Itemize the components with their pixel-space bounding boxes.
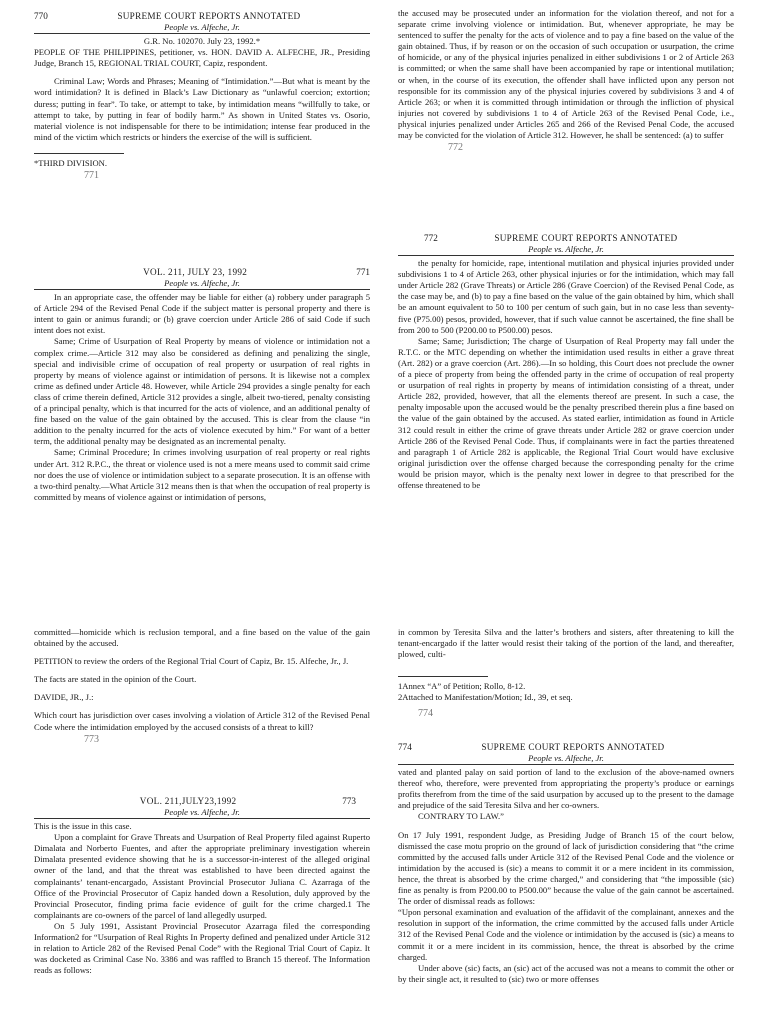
body-paragraph: committed—homicide which is reclusion temporal, and a fine based on the value of the gain obtained by the accused. — [34, 627, 370, 649]
page-772-block — [398, 232, 734, 558]
ponente: DAVIDE, JR., J.: — [34, 692, 94, 703]
body-paragraph: CONTRARY TO LAW.” — [418, 811, 504, 822]
running-parties: People vs. Alfeche, Jr. — [34, 22, 370, 34]
volume-date: VOL. 211, JULY 23, 1992 — [143, 267, 248, 277]
footnote-divider — [34, 153, 124, 154]
page-number: 773 — [342, 796, 356, 806]
footnote: 2Attached to Manifestation/Motion; Id., 39, et seq. — [398, 692, 573, 703]
syllabus-paragraph: Criminal Law; Words and Phrases; Meaning of “Intimidation.”—But what is meant by the word intimidation? It is defined in Black’s Law Dictionary as “unlawful coercion; extortion; duress; putting in fear”. To take, or attempt to take, by intimidation means “willfully to take, or attempt to take, by putting in fear of bodily harm.” As shown in United States vs. Osorio, material violence is not indispensable for there to be intimidation; intense fear produced in the mind of the victim which restricts or hinders the exercise of the will is sufficient. — [34, 76, 370, 142]
body-paragraph: On 5 July 1991, Assistant Provincial Prosecutor Azarraga filed the corresponding Information2 for “Usurpation of Real Rights In Property defined and penalized under Article 312 in relation to Article 282 of the Revised Penal Code” with the Regional Trial Court of Capiz. It was docketed as Criminal Case No. 3386 and was raffled to Branch 15 thereof. The Information reads as follows: — [34, 920, 370, 976]
reporter-title: SUPREME COURT REPORTS ANNOTATED — [481, 742, 665, 752]
footnote: *THIRD DIVISION. — [34, 157, 108, 168]
body-paragraph: Upon a complaint for Grave Threats and Usurpation of Real Property filed against Ruperto Dimalata and Norberto Fuentes, and after the appropriate preliminary investigation wherein Dimalata presented evidence showing that he is a successor-in-interest of the alleged original owner of the land, and that the threat was established to have been directed against the complainants’ tenant-encargado, Assistant Provincial Prosecutor Juliana C. Azarraga of the Office of the Provincial Prosecutor of Capiz handed down a Resolution, duly approved by the Provincial Prosecutor, finding prima facie evidence of guilt for the crime charged.1 The complainants are co-owners of the parcel of land allegedly usurped. — [34, 832, 370, 920]
running-parties: People vs. Alfeche, Jr. — [34, 807, 370, 819]
body-paragraph: vated and planted palay on said portion of land to the exclusion of the above-named owners thereof who, therefore, were prevented from appropriating the property’s produce or earnings profits therefrom from the time of the said usurpation by accused up to the present to the damage and prejudice of the said Teresita Silva and her co-owners. — [398, 767, 734, 811]
running-parties: People vs. Alfeche, Jr. — [34, 278, 370, 290]
page-header — [34, 795, 370, 807]
page-774-block — [398, 741, 734, 1021]
page-770-block — [34, 10, 370, 258]
quoted-order: “Upon personal examination and evaluation of the affidavit of the complainant, annexes and the resolution in support of the information, the crime committed by the accused falls under Article 312 of the Revised Penal Code and the violence or intimidation by the accused is (sic) a means to commit it or a mere incident in its commission, hence, the threat is absorbed by the crime charged. — [398, 907, 734, 962]
running-parties: People vs. Alfeche, Jr. — [398, 244, 734, 256]
body-paragraph: On 17 July 1991, respondent Judge, as Presiding Judge of Branch 15 of the court below, dismissed the case motu proprio on the ground of lack of jurisdiction considering that “the crime committed by the accused falls under Article 312 of the Revised Penal Code and the violence or intimidation by the accused is (sic) a means to commit it or a mere incident in its commission, hence, the threat is absorbed by the crime charged,” and considering that “the impossible (sic) fine as penalty is from P200.00 to P500.00” because the value of the gain cannot be ascertained. The order of dismissal reads as follows: — [398, 829, 734, 907]
running-parties: People vs. Alfeche, Jr. — [398, 753, 734, 765]
page-772-continued — [34, 627, 370, 793]
body-paragraph: In an appropriate case, the offender may be liable for either (a) robbery under paragraph 5 of Article 294 of the Revised Penal Code if the subject matter is personal property and there is intent to gain or animus furandi; or (b) grave coercion under Article 286 of said Code if such intent does not exist. — [34, 292, 370, 336]
reporter-title: SUPREME COURT REPORTS ANNOTATED — [494, 233, 678, 243]
footnote-divider — [398, 676, 488, 677]
volume-date: VOL. 211,JULY23,1992 — [139, 796, 237, 806]
body-paragraph: Under above (sic) facts, an (sic) act of the accused was not a means to commit the other or by their single act, it resulted to (sic) two or more offenses — [398, 962, 734, 984]
syllabus-paragraph: Same; Crime of Usurpation of Real Property by means of violence or intimidation not a complex crime.—Article 312 may also be considered as defining and penalizing the single, special and indivisible crime of occupation of real property or usurpation of real rights in property by means of violence against or intimidation of persons. It is likewise not a complex crime as defined under Article 48. However, while Article 294 provides a single penalty for each class of crime therein defined, Article 312 provides a single, albeit two-tiered, penalty consisting of a principal penalty, which is that incurred for the acts of violence, and an additional penalty of fine based on the value of the gain obtained by the accused. This is clear from the clause “in addition to the penalty incurred for the acts of violence executed by him.” For want of a better term, the additional penalty may be designated as an incremental penalty. — [34, 336, 370, 447]
page-771-continued — [398, 8, 734, 230]
page-header — [34, 10, 370, 22]
page-771-block — [34, 266, 370, 558]
gr-number: G.R. No. 102070. July 23, 1992.* — [143, 36, 261, 47]
petition-line: PETITION to review the orders of the Regional Trial Court of Capiz, Br. 15. Alfeche, Jr., J. — [34, 656, 349, 667]
page-marker: 771 — [84, 170, 99, 182]
page-marker: 773 — [84, 733, 99, 745]
syllabus-paragraph: Same; Same; Jurisdiction; The charge of Usurpation of Real Property may fall under the R.T.C. or the MTC depending on whether the intimidation used results in either a grave threat (Art. 282) or a grave coercion (Art. 286).—In so holding, this Court does not preclude the owner of a piece of property from being the offended party in the crime of occupation of real property or usurpation of real rights in property by means of intimidation consisting of a threat, under Article 282, provided, however, that all the elements thereof are present. In such a case, the penalty imposable upon the accused would be the penalty prescribed therein plus a fine based on the value of the gain obtained by the accused. As stated earlier, intimidation as found in Article 312 could result in either the crime of grave threats under Article 282 or grave coercion under Article 286 of the Revised Penal Code. Thus, if complainants were in fact the parties threatened and paragraph 1 of Article 282 is applicable, the Regional Trial Court would have exclusive original jurisdiction over the offense charged because the corresponding penalty for the crime would be prision mayor, which is the penalty next lower in degree to that prescribed for the offense threatened to be — [398, 335, 734, 490]
body-paragraph: This is the issue in this case. — [34, 821, 132, 832]
page-number: 772 — [424, 233, 438, 243]
page-number: 774 — [398, 742, 412, 752]
page-header — [34, 266, 370, 278]
page-number: 770 — [34, 11, 48, 21]
body-paragraph: the accused may be prosecuted under an information for the violation thereof, and not for a separate crime involving violence or intimidation. But, whenever appropriate, he may be sentenced to suffer the penalty for the acts of violence and to pay a fine based on the value of the gain obtained. Thus, if by reason or on the occasion of such occupation or usurpation, the crime of homicide, or any of the physical injuries penalized in either subdivisions 1 or 2 of Article 263 is committed; or when the same shall have been accompanied by rape or intentional mutilation; or when, in the course of its execution, the offender shall have inflicted upon any person not responsible for its commission any of the physical injuries covered by subdivisions 3 and 4 of Article 263; or when it is committed through intimidation or through the infliction of physical injuries not covered by subdivisions 1 to 4 of Article 263 of the Revised Penal Code, i.e., physical injuries penalized under Articles 265 and 266 of the Revised Penal Code, the accused may be convicted for the violation of Article 312. However, he shall be sentenced: (a) to suffer — [398, 8, 734, 141]
case-caption: PEOPLE OF THE PHILIPPINES, petitioner, vs. HON. DAVID A. ALFECHE, JR., Presiding Judge, Branch 15, REGIONAL TRIAL COURT, Capiz, respondent. — [34, 47, 370, 69]
page-773-continued — [398, 627, 734, 743]
facts-line: The facts are stated in the opinion of the Court. — [34, 674, 197, 685]
page-marker: 772 — [448, 142, 463, 154]
footnote: 1Annex “A” of Petition; Rollo, 8-12. — [398, 681, 526, 692]
page-header — [398, 232, 734, 244]
opening-question: Which court has jurisdiction over cases involving a violation of Article 312 of the Revised Penal Code where the intimidation employed by the accused consists of a threat to kill? — [34, 710, 370, 732]
page-number: 771 — [356, 267, 370, 277]
body-paragraph: the penalty for homicide, rape, intentional mutilation and physical injuries provided under subdivisions 1 to 4 of Article 263, other physical injuries or for the intimidation, which may fall under Article 282 (Grave Threats) or Article 286 (Grave Coercion) of the Revised Penal Code, as the case may be, and (b) to pay a fine based on the value of the gain obtained by him, which shall be an amount equivalent to 50 to 100 per centum of such gain, but in no case less than seventy-five (P75.00) pesos, provided, however, that if such value cannot be ascertained, the fine shall be from 200 to 500 (P200.00 to P500.00) pesos. — [398, 258, 734, 335]
body-paragraph: in common by Teresita Silva and the latter’s brothers and sisters, after threatening to kill the tenant-encargado if the latter would resist their taking of the portion of the land, and thereafter, plowed, culti- — [398, 627, 734, 660]
page-marker: 774 — [418, 708, 433, 720]
reporter-title: SUPREME COURT REPORTS ANNOTATED — [117, 11, 301, 21]
syllabus-paragraph: Same; Criminal Procedure; In crimes involving usurpation of real property or real rights under Art. 312 R.P.C., the threat or violence used is not a mere means used to commit said crime nor does the use of violence or intimidation subject to a separate prosecution. It is an offense with a two-third penalty.—What Article 312 means then is that when the occupation of real property is committed by means of violence against or intimidation of persons, — [34, 447, 370, 502]
page-773-block — [34, 795, 370, 1021]
page-header — [398, 741, 734, 753]
